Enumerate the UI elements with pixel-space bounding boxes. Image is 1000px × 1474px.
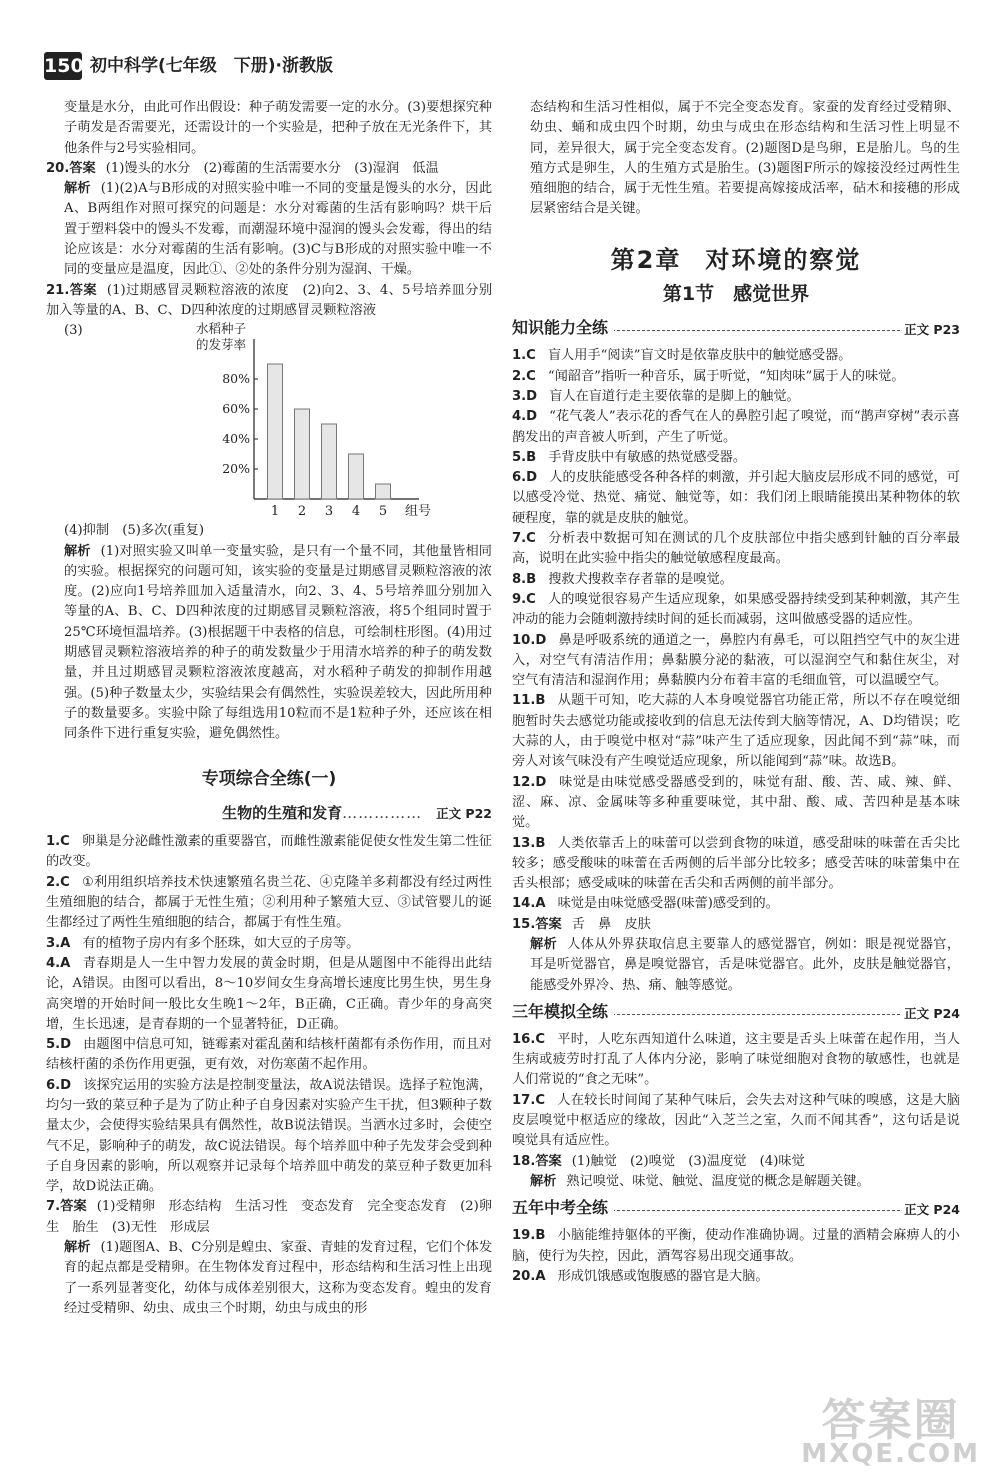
list-item (512, 448, 960, 468)
bar (295, 409, 310, 499)
list-item (46, 832, 492, 873)
item-text: 从题干可知，吃大蒜的人本身嗅觉器官功能正常，所以不存在嗅觉细胞暂时失去感觉功能或接收到的信息无法传到大脑等情况，A、D均错误；吃大蒜的人，由于嗅觉中枢对“蒜”味产生了适应现象，因此闻不到“蒜”味，而旁人对该气味没有产生嗅觉适应现象，所以能闻到“蒜”味。故选B。 (512, 693, 960, 770)
analysis-tag: 解析 (530, 936, 558, 952)
item-text: 有的植物子房内有多个胚珠，如大豆的子房等。 (82, 935, 360, 951)
y-tick-label: 40% (222, 431, 250, 447)
answer-text: (1)触觉 (2)嗅觉 (3)温度觉 (4)味觉 (571, 1153, 805, 1169)
list-item (512, 529, 960, 570)
y-tick-label: 60% (222, 401, 250, 417)
subtitle-text: 生物的生殖和发育 (222, 803, 343, 822)
list-item (512, 387, 960, 407)
item-number: 5.B (512, 449, 537, 465)
item-number: 20.A (512, 1268, 546, 1284)
part-title: 知识能力全练 (512, 318, 614, 338)
list-item (512, 631, 960, 692)
answer-text: (1)馒头的水分 (2)霉菌的生活需要水分 (3)湿润 低温 (105, 160, 439, 176)
section-number: 第1节 (662, 283, 715, 306)
item-number: 10.D (512, 632, 547, 648)
watermark-text: 答案圈 (821, 1394, 960, 1446)
item-number: 3.A (46, 935, 71, 951)
y-tick-label: 20% (222, 461, 250, 477)
x-tick-label: 1 (270, 504, 280, 520)
answer-after-chart: (4)抑制 (5)多次(重复) (64, 523, 204, 539)
list-item (512, 367, 960, 387)
item-number: 2.C (46, 874, 70, 890)
item-number: 16.C (512, 1031, 546, 1047)
question-20 (46, 159, 492, 281)
item-number: 4.A (46, 955, 71, 971)
answer-tag: 答案 (60, 1199, 87, 1215)
chapter-name: 对环境的察觉 (705, 245, 862, 274)
item-text: 人类依靠舌上的味蕾可以尝到食物的味道，感受甜味的味蕾在舌尖比较多；感受酸味的味蕾在舌两侧的后半部分比较多；感受苦味的味蕾集中在舌头根部；感受咸味的味蕾在舌尖和舌两侧的前半部分。 (512, 835, 960, 892)
item-text: 分析表中数据可知在测试的几个皮肤部位中指尖感到针触的百分率最高，说明在此实验中指尖的触觉敏感程度最高。 (512, 531, 960, 567)
item-text: 味觉是由味觉感受器(味蕾)感受到的。 (557, 896, 779, 912)
answer-tag: 答案 (535, 1153, 562, 1169)
item-text: 人的嗅觉很容易产生适应现象，如果感受器持续受到某种刺激，其产生冲动的能力会随刺激持续时间的延长而减弱，这叫做感受器的适应性。 (512, 591, 960, 628)
item-text: “闻韶音”指听一种音乐，属于听觉，“知肉味”属于人的味觉。 (547, 368, 905, 384)
part-title: 三年模拟全练 (512, 1002, 614, 1022)
bar (349, 454, 364, 499)
item-text: 形成饥饿感或饱腹感的器官是大脑。 (557, 1268, 769, 1284)
analysis-text: 人体从外界获取信息主要靠人的感觉器官，例如：眼是视觉器官，耳是听觉器官，鼻是嗅觉器官，舌是味觉器官。此外，皮肤是触觉器官，能感受外界冷、热、痛、触等感觉。 (530, 936, 961, 993)
chart-area (46, 321, 492, 521)
list-item (512, 407, 960, 448)
list-item (512, 1267, 960, 1287)
part-header-knowledge (512, 318, 960, 342)
right-column (512, 98, 960, 1287)
question-15 (512, 915, 960, 996)
list-item (512, 570, 960, 590)
watermark-logo (801, 1394, 980, 1469)
item-text: 盲人用手“阅读”盲文时是依靠皮肤中的触觉感受器。 (547, 348, 852, 364)
answer-tag: 答案 (535, 916, 562, 932)
list-item (46, 1076, 492, 1198)
analysis-tag: 解析 (64, 543, 91, 559)
analysis-text: 熟记嗅觉、味觉、触觉、温度觉的概念是解题关键。 (566, 1173, 870, 1189)
item-number: 9.C (512, 591, 536, 607)
item-text: ①利用组织培养技术快速繁殖名贵兰花、④克隆羊多莉都没有经过两性生殖细胞的结合，都属于无性生殖；②利用种子繁殖大豆、③试管婴儿的诞生都经过了两性生殖细胞的结合，都属于有性生殖。 (46, 874, 492, 931)
item-number: 11.B (512, 693, 546, 709)
part-header-three-year (512, 1002, 960, 1026)
question-number: 7. (46, 1199, 61, 1215)
page-number: 150 (44, 52, 82, 80)
question-7 (46, 1197, 492, 1319)
section-title (512, 284, 960, 304)
list-item (46, 1035, 492, 1076)
y-axis-label-line2: 的发芽率 (196, 337, 247, 353)
list-item (512, 590, 960, 631)
part-header-five-year (512, 1198, 960, 1222)
list-item (512, 346, 960, 366)
answer-text: (1)受精卵 形态结构 生活习性 变态发育 完全变态发育 (2)卵生 胎生 (3)无性 形成层 (46, 1199, 493, 1235)
question-number: 18. (512, 1153, 536, 1169)
analysis-tag: 解析 (530, 1173, 557, 1189)
list-item (512, 1030, 960, 1091)
list-item (512, 773, 960, 834)
x-tick-label: 2 (297, 504, 307, 520)
item-text: 由题图中信息可知，链霉素对霍乱菌和结核杆菌都有杀伤作用，而且对结核杆菌的杀伤作用更强，更有效，对伤寒菌不起作用。 (46, 1037, 492, 1073)
page-reference: 正文 P24 (904, 1005, 960, 1021)
item-number: 5.D (46, 1037, 72, 1053)
section-name: 感觉世界 (733, 283, 810, 306)
answer-tag: 答案 (69, 282, 97, 298)
item-text: 盲人在盲道行走主要依靠的是脚上的触觉。 (549, 388, 800, 404)
x-tick-label: 5 (378, 504, 388, 520)
analysis-text: (1)题图A、B、C分别是蝗虫、家蚕、青蛙的发育过程，它们个体发育的起点都是受精卵。在生物体发育过程中，形态结构和生活习性上出现了一系列显著变化，幼体与成体差别很大，这称为变态发育。蝗虫的发育经过受精卵、幼虫、成虫三个时期，幼虫与成虫的形 (64, 1240, 493, 1316)
special-subtitle (46, 803, 492, 824)
item-number: 6.D (46, 1077, 72, 1093)
intro-paragraph: 变量是水分，由此可作出假设：种子萌发需要一定的水分。(3)要想探究种子萌发是否需要光，还需设计的一个实验是，把种子放在无光条件下，其他条件与2号实验相同。 (64, 100, 492, 156)
item-number: 1.C (46, 834, 70, 850)
item-text: 搜救犬搜救幸存者靠的是嗅觉。 (548, 571, 733, 587)
list-item (46, 873, 492, 934)
item-text: 人在较长时间闻了某种气味后，会失去对这种气味的嗅感，这是大脑皮层嗅觉中枢适应的缘故，因此“入芝兰之室，久而不闻其香”，这句话是说嗅觉具有适应性。 (512, 1092, 960, 1149)
item-text: 手背皮肤中有敏感的热觉感受器。 (548, 449, 747, 465)
question-number: 21. (46, 282, 70, 298)
list-item (512, 691, 960, 772)
y-tick-label: 80% (222, 371, 250, 387)
page-reference: 正文 P24 (904, 1202, 960, 1218)
item-number: 8.B (512, 571, 537, 587)
question-number: 20. (46, 160, 70, 176)
watermark-url: MXQE.COM (801, 1438, 980, 1469)
list-item (512, 1226, 960, 1267)
item-number: 1.C (512, 348, 536, 364)
item-text: 人的皮肤能感受各种各样的刺激，并引起大脑皮层形成不同的感觉，可以感受冷觉、热觉、痛觉、触觉等，如：我们闭上眼睛能摸出某种物体的软硬程度，靠的就是皮肤的触觉。 (512, 470, 960, 526)
question-21 (46, 281, 492, 745)
analysis-text: (1)(2)A与B形成的对照实验中唯一不同的变量是馒头的水分，因此A、B两组作对照可探究的问题是：水分对霉菌的生活有影响吗？烘干后置于塑料袋中的馒头不发霉，而潮湿环境中湿润的馒头会发霉，得出的结论应该是：水分对霉菌的生活有影响。(3)C与B形成的对照实验中唯一不同的变量应是温度，因此①、②处的条件分别为湿润、干燥。 (64, 181, 493, 278)
item-number: 2.C (512, 368, 536, 384)
item-number: 3.D (512, 388, 538, 404)
analysis-tag: 解析 (64, 181, 91, 197)
answer-text: 舌 鼻 皮肤 (571, 916, 651, 932)
item-text: 平时，人吃东西知道什么味道，这主要是舌头上味蕾在起作用，当人生病或疲劳时打乱了人体内分泌，影响了味觉细胞对食物的敏感性，也就是人们常说的“食之无味”。 (512, 1031, 960, 1088)
item-text: 味觉是由味觉感受器感受到的，味觉有甜、酸、苦、咸、辣、鲜、涩、麻、凉、金属味等多种重要味觉，其中甜、酸、咸、苦四种是基本味觉。 (512, 774, 960, 831)
item-text: 该探究运用的实验方法是控制变量法，故A说法错误。选择子粒饱满，均匀一致的菜豆种子是为了防止种子自身因素对实验产生干扰，但3颗种子数量太少，会使得实验结果具有偶然性，故B说法错误。当洒水过多时，会使空气不足，影响种子的萌发，故C说法错误。每个培养皿中种子先发芽会受到种子自身因素的影响，所以观察并记录每个培养皿中萌发的菜豆种子数更加科学，故D说法正确。 (46, 1077, 492, 1195)
left-column (46, 98, 492, 1319)
list-item (512, 1091, 960, 1152)
item-number: 14.A (512, 896, 546, 912)
book-title: 初中科学(七年级 下册)·浙教版 (90, 56, 333, 76)
item-text: “花气袭人”表示花的香气在人的鼻腔引起了嗅觉，而“鹊声穿树”表示喜鹊发出的声音被人听到，产生了听觉。 (512, 409, 960, 445)
question-number: 15. (512, 916, 536, 932)
leader-dots: …………… (342, 803, 423, 822)
list-item (512, 468, 960, 529)
page-reference: 正文 P23 (904, 322, 960, 338)
page-reference: 正文 P22 (436, 805, 492, 821)
special-section-title: 专项综合全练(一) (201, 768, 337, 789)
list-item (46, 934, 492, 954)
continued-paragraph: 态结构和生活习性相似，属于不完全变态发育。家蚕的发育经过受精卵、幼虫、蛹和成虫四个时期，幼虫与成虫在形态结构和生活习性上明显不同，差异很大，属于完全变态发育。(2)题图D是鸟卵，E是胎儿。鸟的生殖方式是卵生，人的生殖方式是胎生。(3)题图F所示的嫁接没经过两性生殖细胞的结合，属于无性生殖。若要提高嫁接成活率，砧木和接穗的形成层紧密结合是关键。 (530, 100, 960, 217)
item-text: 鼻是呼吸系统的通道之一，鼻腔内有鼻毛，可以阻挡空气中的灰尘进入，对空气有清洁作用；鼻黏膜分泌的黏液，可以湿润空气和黏住灰尘，对空气有清洁和湿润作用；鼻黏膜内分布着丰富的毛细血管，可以温暖空气。 (512, 632, 960, 689)
item-number: 13.B (512, 835, 546, 851)
item-text: 卵巢是分泌雌性激素的重要器官，而雌性激素能促使女性发生第二性征的改变。 (46, 834, 492, 870)
bar (268, 364, 283, 499)
question-18 (512, 1152, 960, 1193)
item-number: 17.C (512, 1092, 546, 1108)
item-number: 4.D (512, 409, 538, 425)
x-tick-label: 4 (351, 504, 361, 520)
germination-bar-chart (86, 321, 466, 521)
part-title: 五年中考全练 (512, 1198, 614, 1218)
chapter-title (512, 245, 960, 274)
item-number: 19.B (512, 1228, 546, 1244)
bar (376, 484, 391, 499)
list-item (512, 894, 960, 914)
item-number: 12.D (512, 774, 547, 790)
item-number: 7.C (512, 531, 536, 547)
item-text: 青春期是人一生中智力发展的黄金时期，但是从题图中不能得出此结论，A错误。由图可以看出，8～10岁间女生身高增长速度比男生快，男生身高突增的开始时间一般比女生晚1～2年，B正确，C正确。青少年的身高突增，生长迅速，是青春期的一个显著特征，D正确。 (46, 955, 492, 1032)
y-axis-label-line1: 水稻种子 (196, 321, 247, 337)
bar (322, 424, 337, 499)
x-axis-label: 组号 (405, 504, 432, 520)
item-number: 6.D (512, 470, 538, 486)
answer-tag: 答案 (69, 160, 96, 176)
analysis-tag: 解析 (64, 1240, 91, 1256)
part-3-label: (3) (64, 323, 83, 339)
item-text: 小脑能维持躯体的平衡，使动作准确协调。过量的酒精会麻痹人的小脑，使行为失控，因此，酒驾容易出现交通事故。 (512, 1228, 960, 1264)
list-item (512, 834, 960, 895)
chapter-number: 第2章 (610, 245, 682, 274)
x-tick-label: 3 (324, 504, 334, 520)
list-item (46, 954, 492, 1035)
analysis-text: (1)对照实验又叫单一变量实验，是只有一个量不同，其他量皆相同的实验。根据探究的问题可知，该实验的变量是过期感冒灵颗粒溶液的浓度。(2)应向1号培养皿加入适量清水，向2、3、4、5号培养皿分别加入等量的A、B、C、D四种浓度的过期感冒灵颗粒溶液，将5个组同时置于25℃环境恒温培养。(3)根据题干中表格的信息，可绘制柱形图。(4)用过期感冒灵颗粒溶液培养的种子的萌发数量少于用清水培养的种子的萌发数量，并且过期感冒灵颗粒溶液浓度越高，对水稻种子萌发的抑制作用越强。(5)种子数量太少，实验结果会有偶然性，实验误差较大，因此所用种子的数量要多。实验中除了每组选用10粒而不是1粒种子外，还应该在相同条件下进行重复实验，避免偶然性。 (64, 543, 492, 742)
answer-text: (1)过期感冒灵颗粒溶液的浓度 (2)向2、3、4、5号培养皿分别加入等量的A、B、C、D四种浓度的过期感冒灵颗粒溶液 (46, 282, 493, 318)
